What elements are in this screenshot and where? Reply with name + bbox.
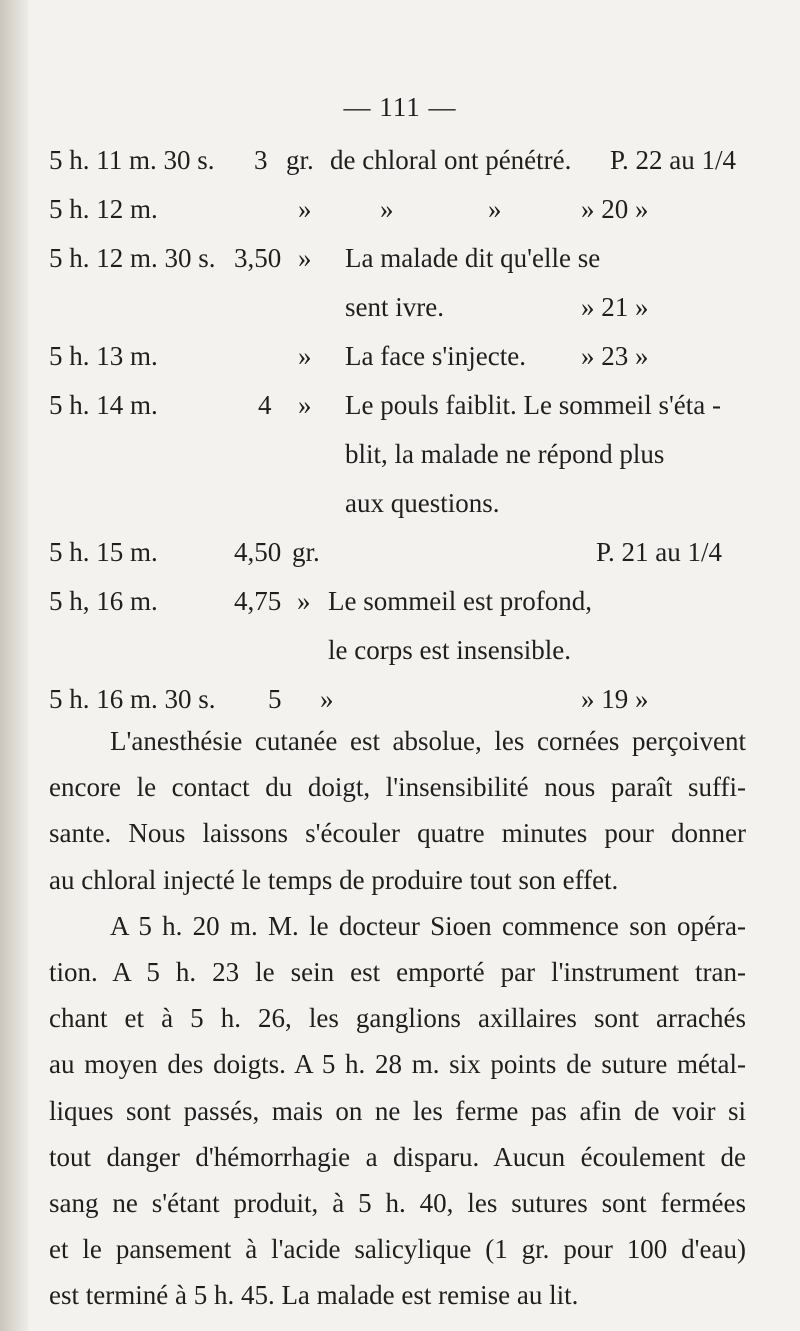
log-unit: »: [298, 341, 312, 371]
log-pulse: P. 21 au 1/4: [596, 537, 723, 567]
log-pulse: » 19 »: [581, 684, 649, 714]
log-text: Le sommeil est profond,: [328, 586, 592, 616]
log-text-cont: sent ivre.: [345, 292, 444, 322]
paragraph-line: et le pansement à l'acide salicylique (1 gr. pour 100 d'eau): [49, 1234, 746, 1265]
paragraph-line: liques sont passés, mais on ne les ferme pas afin de voir si: [49, 1095, 746, 1126]
page-number: — 111 —: [343, 92, 457, 122]
paragraph-line: chant et à 5 h. 26, les ganglions axillaires sont arrachés: [49, 1003, 746, 1034]
log-text-cont: blit, la malade ne répond plus: [345, 439, 665, 469]
log-dose: 3,50: [234, 243, 282, 273]
log-time: 5 h. 15 m.: [49, 537, 158, 567]
log-time: 5 h. 14 m.: [49, 390, 158, 420]
log-text-cont: le corps est insensible.: [328, 635, 571, 665]
log-unit: »: [298, 390, 312, 420]
paragraph-line: au chloral injecté le temps de produire tout son effet.: [49, 864, 619, 895]
log-unit: »: [320, 684, 334, 714]
log-text: de chloral ont pénétré.: [330, 145, 572, 175]
log-dose: 4: [258, 390, 272, 420]
paragraph-line: sang ne s'étant produit, à 5 h. 40, les sutures sont fermées: [49, 1188, 746, 1218]
log-time: 5 h. 12 m. 30 s.: [49, 243, 216, 273]
log-unit: »: [297, 586, 311, 616]
log-text: La malade dit qu'elle se: [345, 243, 601, 273]
log-unit: »: [380, 194, 394, 224]
log-text: »: [488, 194, 502, 224]
paragraph-line: L'anesthésie cutanée est absolue, les cornées perçoivent: [110, 726, 746, 756]
paragraph-line: au moyen des doigts. A 5 h. 28 m. six points de suture métal-: [49, 1049, 746, 1080]
log-pulse: P. 22 au 1/4: [610, 145, 737, 175]
log-time: 5 h. 16 m. 30 s.: [49, 684, 216, 714]
log-time: 5 h. 11 m. 30 s.: [49, 145, 215, 175]
log-pulse: » 23 »: [581, 341, 649, 371]
paragraph-line: encore le contact du doigt, l'insensibilité nous paraît suffi-: [49, 772, 746, 803]
log-dose: 3: [254, 145, 268, 175]
paragraph-line: est terminé à 5 h. 45. La malade est remise au lit.: [49, 1280, 579, 1311]
log-dose: 4,75: [234, 586, 282, 616]
log-time: 5 h. 13 m.: [49, 341, 158, 371]
log-dose: 5: [268, 684, 282, 714]
paragraph-line: tion. A 5 h. 23 le sein est emporté par l'instrument tran-: [49, 957, 746, 987]
log-unit: gr.: [292, 537, 320, 567]
log-time: 5 h. 12 m.: [49, 194, 158, 224]
paragraph-line: sante. Nous laissons s'écouler quatre minutes pour donner: [49, 818, 746, 849]
log-dose: »: [298, 194, 312, 224]
paragraph-line: A 5 h. 20 m. M. le docteur Sioen commence son opéra-: [110, 910, 746, 941]
log-unit: gr.: [286, 145, 314, 175]
log-text: La face s'injecte.: [345, 341, 526, 371]
log-dose: 4,50: [234, 537, 282, 567]
log-text-cont: aux questions.: [345, 488, 500, 518]
log-unit: »: [298, 243, 312, 273]
log-text: Le pouls faiblit. Le sommeil s'éta -: [345, 390, 722, 420]
paragraph-line: tout danger d'hémorrhagie a disparu. Aucun écoulement de: [49, 1141, 746, 1172]
log-time: 5 h, 16 m.: [49, 586, 158, 616]
log-pulse: » 21 »: [581, 292, 649, 322]
log-pulse: » 20 »: [581, 194, 649, 224]
